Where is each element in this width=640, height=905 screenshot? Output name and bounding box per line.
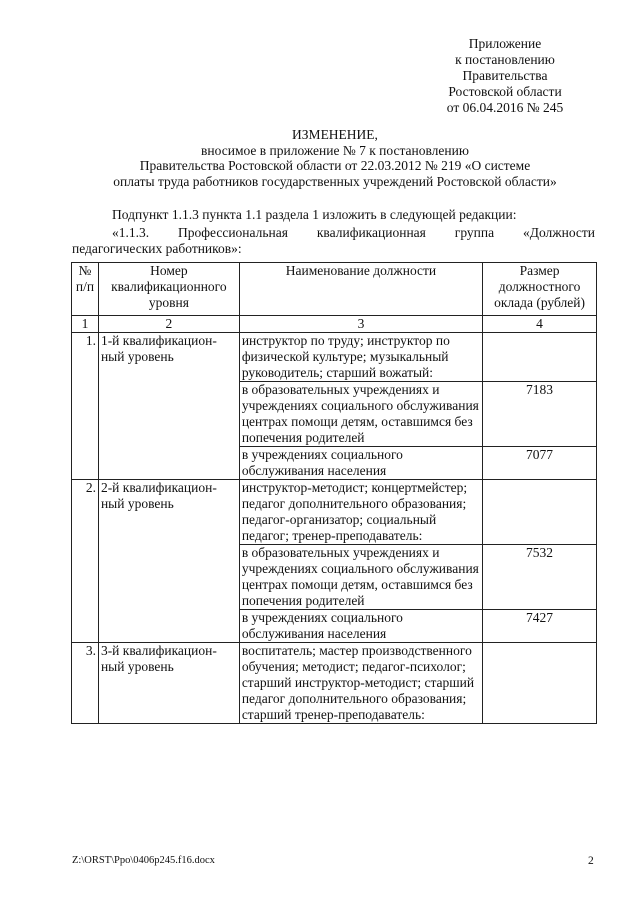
column-number: 4 (483, 316, 597, 333)
row-level: 1-й квалификацион-ный уровень (98, 333, 239, 480)
intro-part: «Должности (523, 225, 596, 240)
table-header-row (72, 263, 597, 316)
intro-part: квалификационная (316, 225, 426, 240)
row-salary: 7077 (483, 447, 597, 480)
header-salary: Размер должностного оклада (рублей) (483, 263, 597, 316)
intro-line-2 (72, 225, 595, 241)
row-place: в учреждениях социального обслуживания населения (239, 610, 482, 643)
title-line: Правительства Ростовской области от 22.03.2012 № 219 «О системе (139, 158, 531, 173)
appendix-line: Приложение (468, 36, 542, 51)
qualification-table (71, 262, 597, 724)
row-num: 3. (72, 643, 99, 724)
column-numbers-row (72, 316, 597, 333)
appendix-line: к постановлению (455, 52, 555, 67)
intro-part: группа (454, 225, 495, 240)
intro-line-3: педагогических работников»: (72, 241, 242, 256)
header-num: № п/п (72, 263, 99, 316)
title-line: оплаты труда работников государственных учреждений Ростовской области» (113, 173, 557, 189)
document-heading: ИЗМЕНЕНИЕ, (292, 127, 378, 142)
row-salary-empty (483, 333, 597, 382)
row-place: в образовательных учреждениях и учреждениях социального обслуживания центрах помощи детям, оставшимся без попечения родителей (239, 545, 482, 610)
row-positions: инструктор по труду; инструктор по физической культуре; музыкальный руководитель; старший вожатый: (239, 333, 482, 382)
title-block (40, 127, 630, 189)
column-number: 2 (98, 316, 239, 333)
row-place: в образовательных учреждениях и учреждениях социального обслуживания центрах помощи детям, оставшимся без попечения родителей (239, 382, 482, 447)
header-level: Номер квалификационного уровня (98, 263, 239, 316)
table-row (72, 643, 597, 724)
row-positions: воспитатель; мастер производственного обучения; методист; педагог-психолог; старший инструктор-методист; старший педагог дополнительного образования; старший тренер-преподаватель: (239, 643, 482, 724)
footer-file-path: Z:\ORST\Ppo\0406p245.f16.docx (72, 855, 215, 866)
row-num: 1. (72, 333, 99, 480)
row-salary: 7183 (483, 382, 597, 447)
appendix-line: Правительства (462, 68, 548, 83)
page-number: 2 (588, 855, 594, 867)
row-num: 2. (72, 480, 99, 643)
table-row (72, 333, 597, 382)
row-salary: 7532 (483, 545, 597, 610)
row-positions: инструктор-методист; концертмейстер; педагог дополнительного образования; педагог-организатор; социальный педагог; тренер-преподаватель: (239, 480, 482, 545)
row-salary: 7427 (483, 610, 597, 643)
intro-part: «1.1.3. Профессиональная (112, 225, 288, 240)
title-line: вносимое в приложение № 7 к постановлению (201, 142, 469, 158)
appendix-line: от 06.04.2016 № 245 (446, 100, 564, 115)
row-level: 3-й квалификацион-ный уровень (98, 643, 239, 724)
row-salary-empty (483, 643, 597, 724)
row-level: 2-й квалификацион-ный уровень (98, 480, 239, 643)
intro-line-1: Подпункт 1.1.3 пункта 1.1 раздела 1 изложить в следующей редакции: (112, 207, 517, 222)
column-number: 1 (72, 316, 99, 333)
row-salary-empty (483, 480, 597, 545)
table-row (72, 480, 597, 545)
row-place: в учреждениях социального обслуживания населения (239, 447, 482, 480)
column-number: 3 (239, 316, 482, 333)
appendix-line: Ростовской области (448, 84, 562, 99)
header-position: Наименование должности (239, 263, 482, 316)
appendix-block (420, 36, 590, 116)
